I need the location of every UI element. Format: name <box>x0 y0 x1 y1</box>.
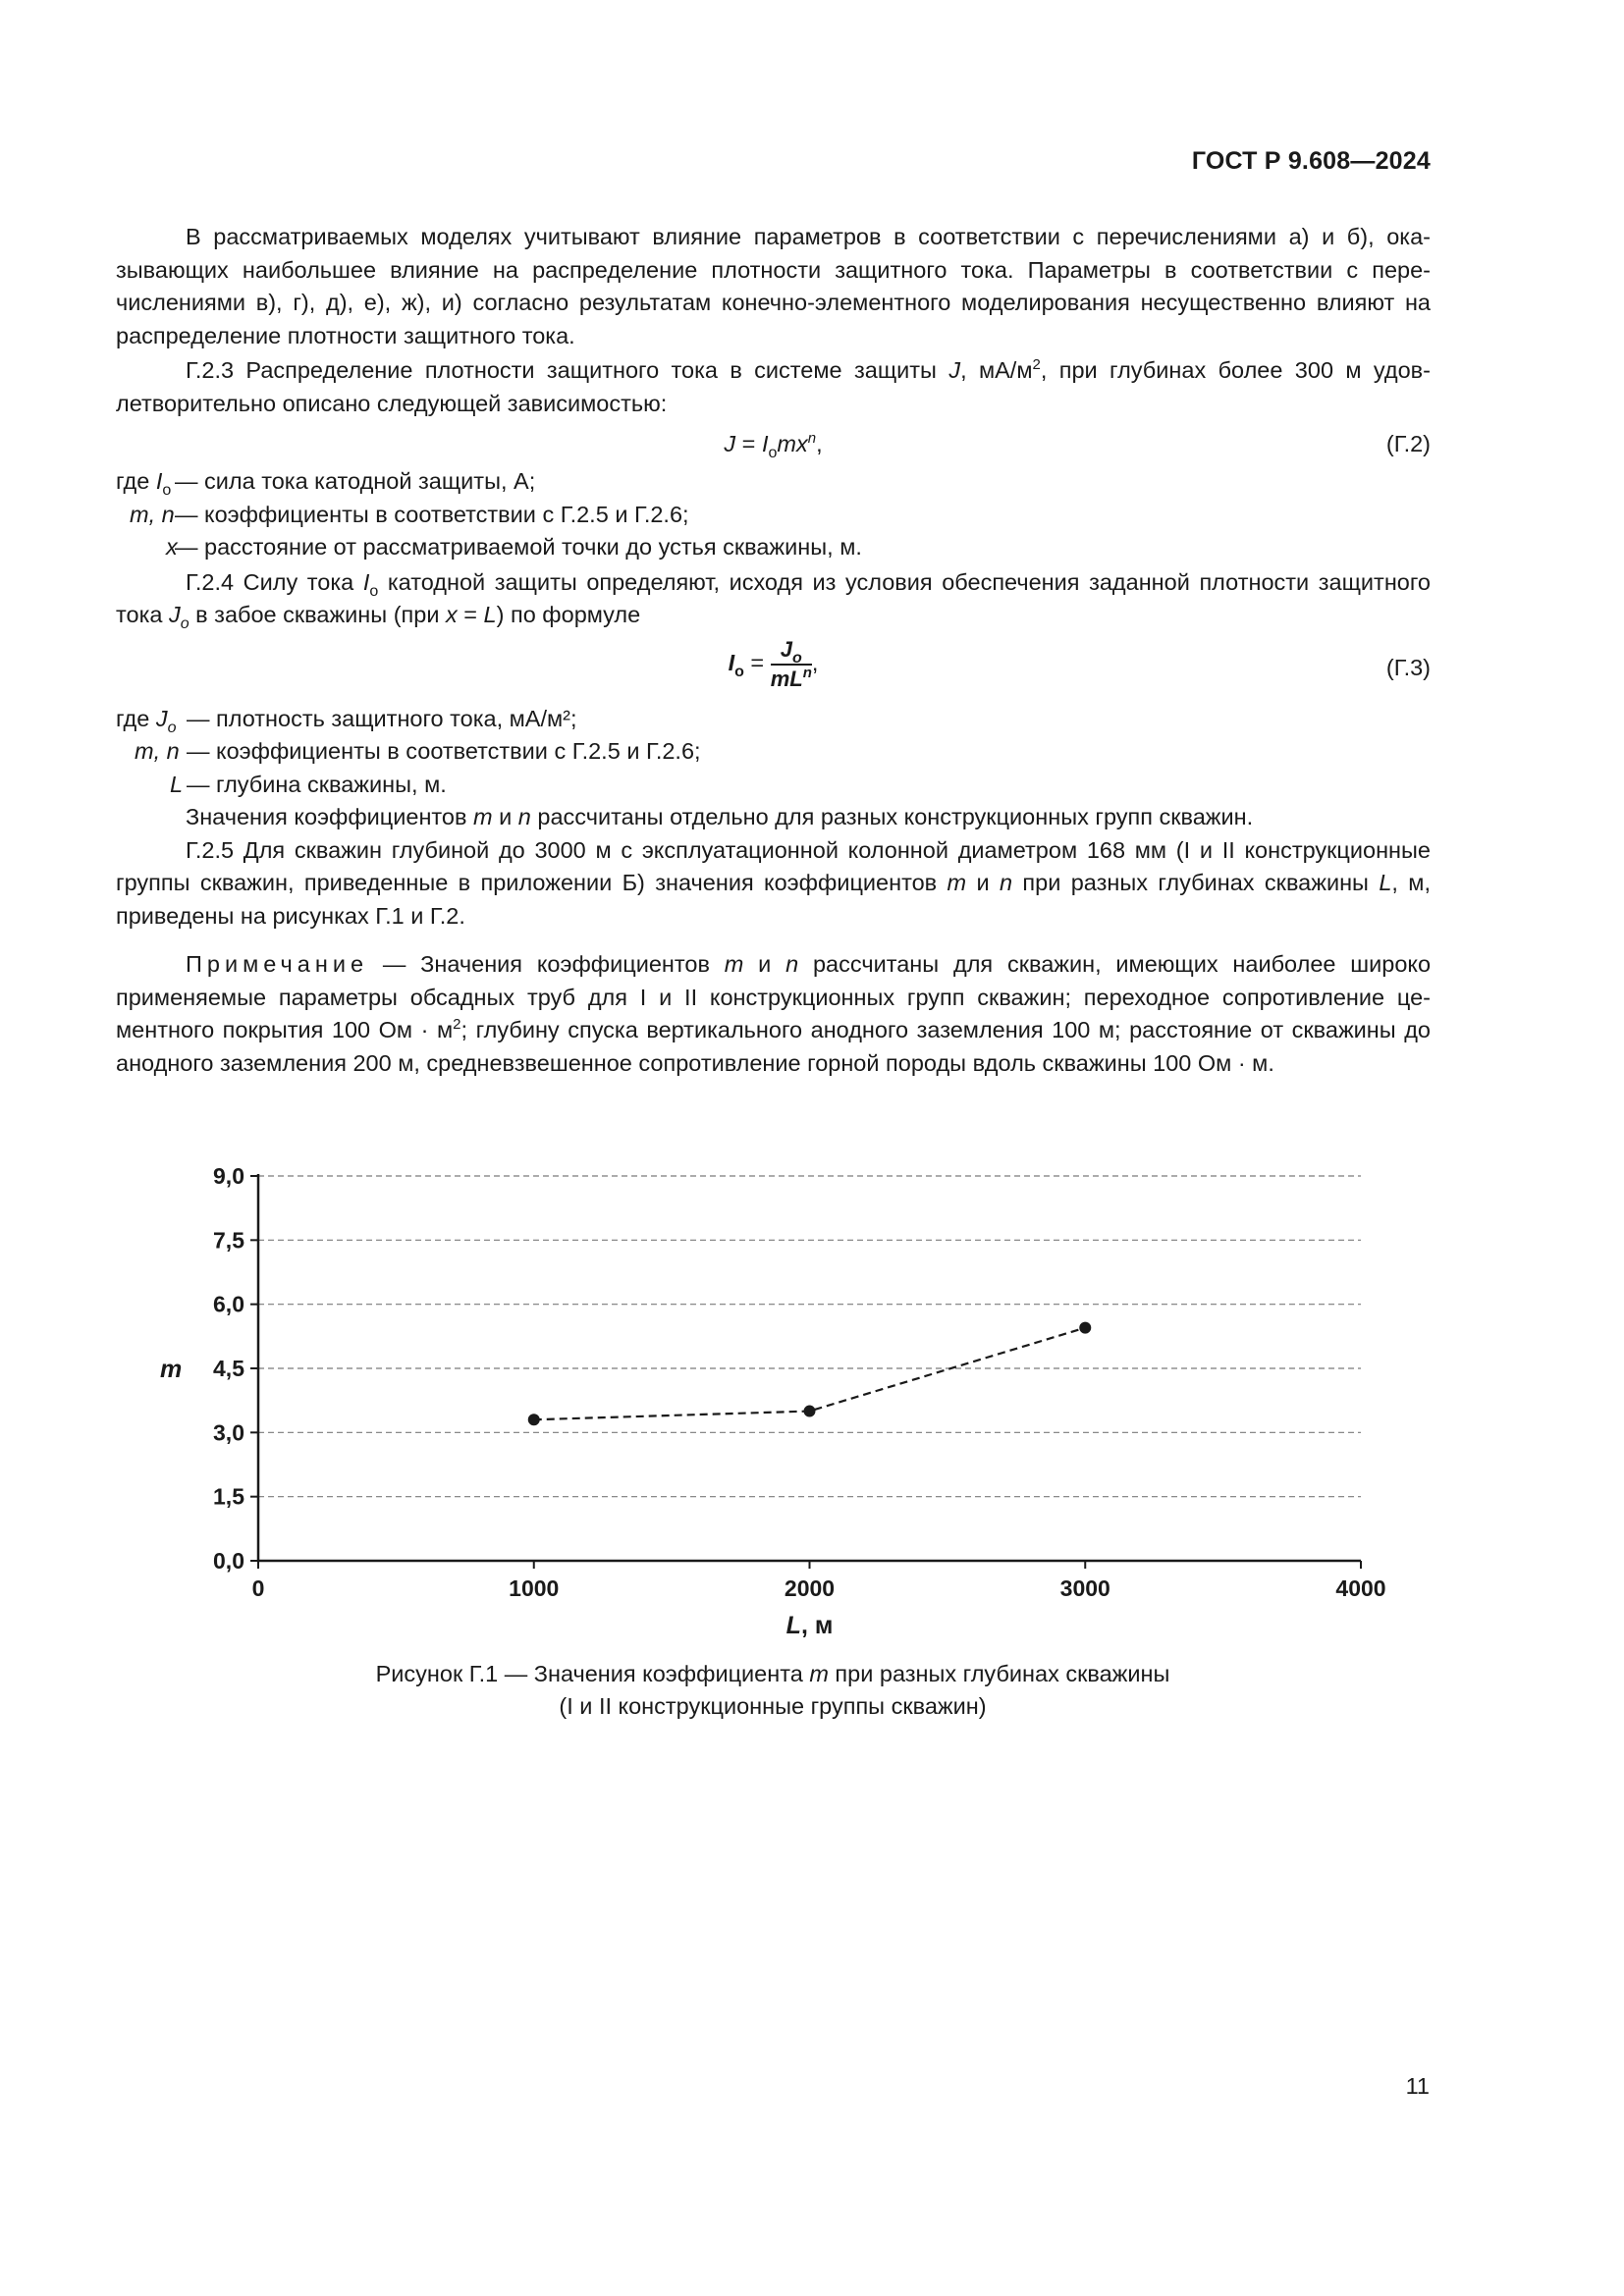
y-tick-label: 4,5 <box>213 1356 244 1381</box>
g25-text-b: и <box>966 870 1000 895</box>
paragraph-coef-note <box>116 801 1431 834</box>
formula-g3-den-power: n <box>802 664 812 681</box>
where-prefix: где <box>116 468 156 494</box>
where-term <box>116 703 176 736</box>
g25-text-a: Г.2.5 Для скважин глубиной до 3000 м с эксплуатационной колонной диаметром 168 мм (I и II конструкционные группы скважин, приведенные в приложении Б) значения коэффициентов <box>116 836 1431 895</box>
formula-g2-number: (Г.2) <box>1385 431 1431 456</box>
where-item <box>116 465 1431 499</box>
g24-var-i: I <box>362 568 370 595</box>
grid-lines <box>258 1176 1361 1497</box>
x-tick-label: 4000 <box>1335 1575 1386 1601</box>
formula-g2-equals: = <box>735 431 762 456</box>
caption-line-1 <box>0 1658 1545 1690</box>
formula-g3-comma: , <box>811 649 819 675</box>
formula-g3-fraction <box>771 636 812 693</box>
x-tick-label: 2000 <box>784 1575 836 1601</box>
formula-g3-numerator <box>771 636 812 666</box>
g24-var-j: J <box>168 602 181 627</box>
coef-text-b: и <box>492 804 518 829</box>
where-prefix: где <box>116 705 156 731</box>
note-text-b: и <box>743 951 786 977</box>
g24-var-x: x <box>445 602 458 627</box>
formula-g2-comma: , <box>816 431 823 456</box>
paragraph-models: В рассматриваемых моделях учитывают влияние параметров в соответствии с перечислениями а) и б), оказывающих наибольшее влияние на распределение плотности защитного тока. Параметры в соответствии с перечислениями в), г), д), е), ж), и) согласно результатам конечно-элементного моделирования несущественно влияют на распределение плотности защитного тока. <box>116 224 1431 348</box>
g23-text-start: Г.2.3 Распределение плотности защитного тока в системе защиты <box>186 357 949 383</box>
data-series <box>528 1322 1092 1426</box>
where-symbol: x <box>166 534 178 560</box>
where-symbol: I <box>155 468 163 494</box>
figure-g1-chart <box>147 1148 1404 1659</box>
g25-var-n: n <box>999 870 1013 895</box>
x-axis-label: L, м <box>785 1612 834 1639</box>
x-tick-label: 1000 <box>509 1575 560 1601</box>
g24-text-d: ) по формуле <box>496 602 641 627</box>
g25-var-m: m <box>947 870 967 895</box>
formula-g3-expression <box>116 636 1431 693</box>
y-tick-label: 3,0 <box>213 1419 244 1446</box>
g24-text-b: катодной защиты определяют, исходя из условия обеспечения заданной плотности защитного тока <box>116 568 1431 627</box>
figure-caption <box>0 1658 1545 1723</box>
where-item <box>116 499 1431 532</box>
formula-g2-i: I <box>761 431 769 456</box>
where-symbol: m, n <box>130 501 175 527</box>
g24-var-l: L <box>483 602 497 627</box>
data-point <box>528 1414 540 1425</box>
caption-text-b: при разных глубинах скважины <box>828 1661 1170 1686</box>
where-symbol-sub: o <box>167 719 177 736</box>
chart-svg <box>147 1148 1404 1659</box>
y-tick-label: 0,0 <box>213 1548 244 1574</box>
axes <box>250 1174 1361 1569</box>
formula-g2-power: n <box>807 430 817 447</box>
g23-unit: , мА/м <box>960 357 1033 383</box>
formula-g2 <box>116 420 1431 471</box>
where-symbol: m, n <box>135 738 180 764</box>
g25-text-c: при разных глубинах скважины <box>1012 870 1380 895</box>
where-symbol-sub: o <box>162 482 172 499</box>
g25-text-d: , м, приведены на рисунках Г.1 и Г.2. <box>116 870 1431 929</box>
where-definition: — расстояние от рассматриваемой точки до устья скважины, м. <box>175 534 862 560</box>
y-tick-label: 6,0 <box>213 1291 244 1317</box>
formula-g2-expression <box>116 428 1431 461</box>
where-item <box>116 735 1431 769</box>
formula-g3-equals: = <box>743 649 771 675</box>
note-var-n: n <box>785 951 799 977</box>
note-text-c: рассчитаны для скважин, имеющих наиболее широко применяемые параметры обсадных труб для I и II конструкционных групп скважин; переходное сопротивление цементного покрытия 100 Ом · м <box>116 951 1432 1042</box>
note-var-m: m <box>724 951 744 977</box>
coef-text-c: рассчитаны отдельно для разных конструкционных групп скважин. <box>530 804 1254 829</box>
x-tick-label: 0 <box>251 1575 265 1601</box>
formula-g3-denominator <box>771 666 812 693</box>
where-term <box>135 735 180 769</box>
g24-var-j-sub: o <box>180 615 189 632</box>
y-tick-label: 9,0 <box>213 1163 244 1189</box>
formula-g3-num-sub: o <box>792 649 802 667</box>
where-list-2 <box>116 703 1431 802</box>
g24-var-i-sub: o <box>369 582 379 600</box>
paragraph-g23 <box>116 354 1431 420</box>
g24-text-a: Г.2.4 Силу тока <box>186 568 363 595</box>
where-term <box>170 769 183 802</box>
formula-g3-lhs: I <box>728 649 735 675</box>
coef-var-m: m <box>473 804 493 829</box>
g23-text-end: , при глубинах более 300 м удовлетворительно описано следующей зависимостью: <box>116 357 1431 416</box>
where-symbol: J <box>155 705 168 731</box>
note-label: Примечание <box>186 951 369 977</box>
g23-var-j: J <box>948 357 961 383</box>
caption-line-2: (I и II конструкционные группы скважин) <box>559 1693 987 1719</box>
document-id: ГОСТ Р 9.608—2024 <box>1191 147 1431 175</box>
formula-g3-number: (Г.3) <box>1385 654 1431 680</box>
where-symbol: L <box>170 771 184 797</box>
paragraph-g24 <box>116 566 1431 632</box>
formula-g3-lhs-sub: o <box>734 663 744 680</box>
page-number: 11 <box>1405 2073 1430 2099</box>
note-text-d: ; глубину спуска вертикального анодного заземления 100 м; расстояние от скважины до анодного заземления 200 м, средневзвешенное сопротивление горной породы вдоль скважины 100 Ом · м. <box>116 1017 1431 1076</box>
where-definition: — глубина скважины, м. <box>187 771 447 797</box>
formula-g3-num-j: J <box>780 636 793 662</box>
y-tick-label: 7,5 <box>213 1227 244 1254</box>
note-unit-power: 2 <box>453 1016 461 1033</box>
where-item <box>116 769 1431 802</box>
y-tick-label: 1,5 <box>213 1483 244 1510</box>
caption-var-m: m <box>809 1661 829 1686</box>
data-point <box>1079 1322 1091 1334</box>
g24-text-c: в забое скважины (при <box>189 602 446 627</box>
g24-equals: = <box>457 602 484 627</box>
data-point <box>804 1406 816 1417</box>
formula-g3 <box>116 632 1431 703</box>
formula-g2-lhs: J <box>724 431 736 456</box>
body-text <box>116 221 1431 1080</box>
note-text-a: — Значения коэффициентов <box>368 951 725 977</box>
g25-var-l: L <box>1379 870 1392 895</box>
where-definition: — сила тока катодной защиты, А; <box>175 468 536 494</box>
coef-var-n: n <box>517 804 531 829</box>
tick-labels <box>213 1163 1386 1601</box>
formula-g3-den-ml: mL <box>770 666 803 691</box>
where-definition: — коэффициенты в соответствии с Г.2.5 и Г.2.6; <box>175 501 689 527</box>
y-axis-label: m <box>160 1356 183 1383</box>
where-term <box>116 465 171 499</box>
where-definition: — плотность защитного тока, мА/м²; <box>187 705 577 731</box>
formula-g2-i-sub: o <box>768 445 778 461</box>
paragraph-g25 <box>116 834 1431 934</box>
formula-g2-mx: mx <box>777 431 808 456</box>
where-definition: — коэффициенты в соответствии с Г.2.5 и Г.2.6; <box>187 738 701 764</box>
where-item <box>116 531 1431 564</box>
where-item <box>116 703 1431 736</box>
where-list-1 <box>116 465 1431 564</box>
coef-text-a: Значения коэффициентов <box>186 804 474 829</box>
paragraph-note <box>116 948 1431 1080</box>
caption-text-a: Рисунок Г.1 — Значения коэффициента <box>375 1661 810 1686</box>
g23-unit-power: 2 <box>1032 356 1041 373</box>
x-tick-label: 3000 <box>1059 1575 1110 1601</box>
where-term <box>130 499 175 532</box>
